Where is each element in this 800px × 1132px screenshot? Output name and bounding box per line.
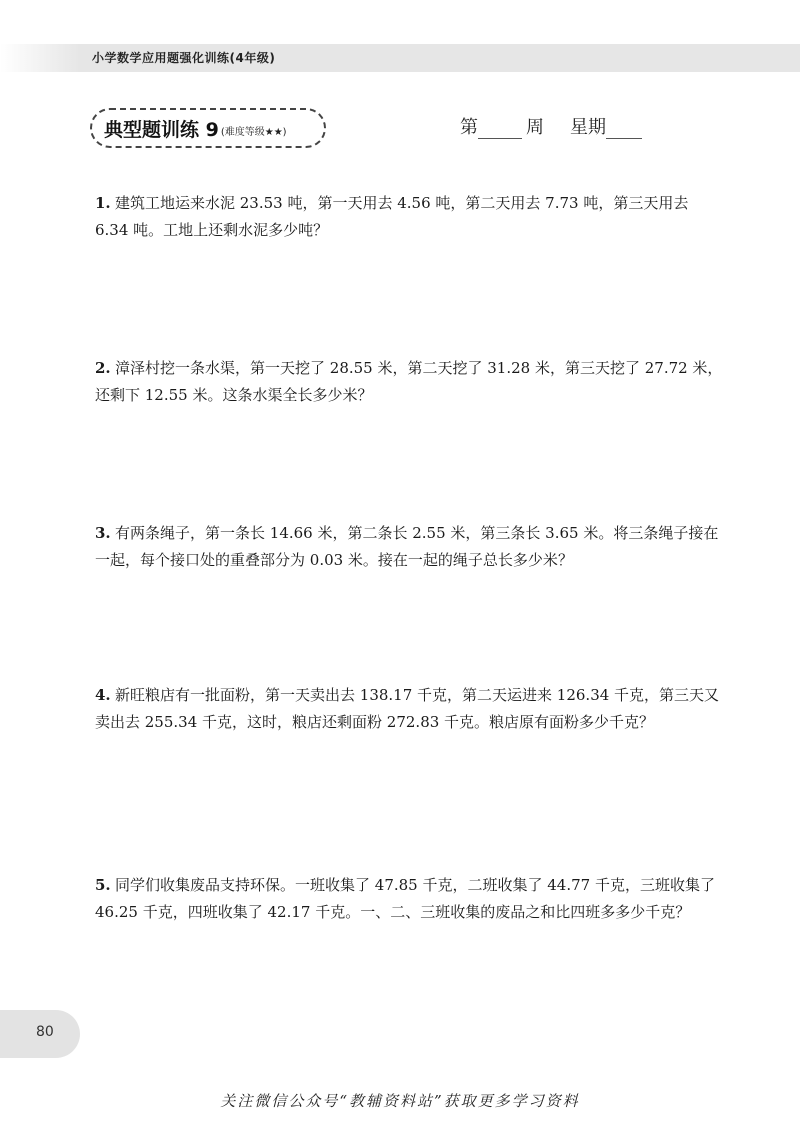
problem-number: 3. (95, 524, 111, 542)
problem-number: 5. (95, 876, 111, 894)
difficulty-label: (难度等级★★) (220, 126, 287, 138)
weekday-blank (606, 118, 642, 139)
problem-1 (95, 190, 725, 244)
section-title-box (90, 108, 326, 148)
problem-3 (95, 520, 725, 574)
week-day-field (460, 113, 642, 139)
problem-text: 有两条绳子，第一条长 14.66 米，第二条长 2.55 米，第三条长 3.65 米。将三条绳子接在一起，每个接口处的重叠部分为 0.03 米。接在一起的绳子总长多少米？ (95, 524, 719, 569)
problem-number: 2. (95, 359, 111, 377)
problem-5 (95, 872, 725, 926)
page-number: 80 (36, 1024, 54, 1040)
book-title: 小学数学应用题强化训练(4年级) (92, 51, 276, 65)
week-prefix: 第 (460, 117, 478, 138)
problem-text: 同学们收集废品支持环保。一班收集了 47.85 千克，二班收集了 44.77 千克，三班收集了 46.25 千克，四班收集了 42.17 千克。一、二、三班收集的废品之和比四班多多少千克？ (95, 876, 715, 921)
problem-text: 漳泽村挖一条水渠，第一天挖了 28.55 米，第二天挖了 31.28 米，第三天挖了 27.72 米，还剩下 12.55 米。这条水渠全长多少米？ (95, 359, 723, 404)
week-suffix: 周 (526, 117, 544, 138)
problem-number: 1. (95, 194, 111, 212)
weekday-label: 星期 (570, 117, 606, 138)
footer-note: 关注微信公众号“教辅资料站”获取更多学习资料 (220, 1092, 580, 1110)
section-title: 典型题训练 9 (104, 118, 219, 141)
problem-text: 新旺粮店有一批面粉，第一天卖出去 138.17 千克，第二天运进来 126.34 千克，第三天又卖出去 255.34 千克，这时，粮店还剩面粉 272.83 千克。粮店原有面粉多少千克？ (95, 686, 720, 731)
problem-4 (95, 682, 725, 736)
problem-text: 建筑工地运来水泥 23.53 吨，第一天用去 4.56 吨，第二天用去 7.73 吨，第三天用去 6.34 吨。工地上还剩水泥多少吨？ (95, 194, 689, 239)
problem-2 (95, 355, 725, 409)
problem-number: 4. (95, 686, 111, 704)
week-blank (478, 118, 522, 139)
